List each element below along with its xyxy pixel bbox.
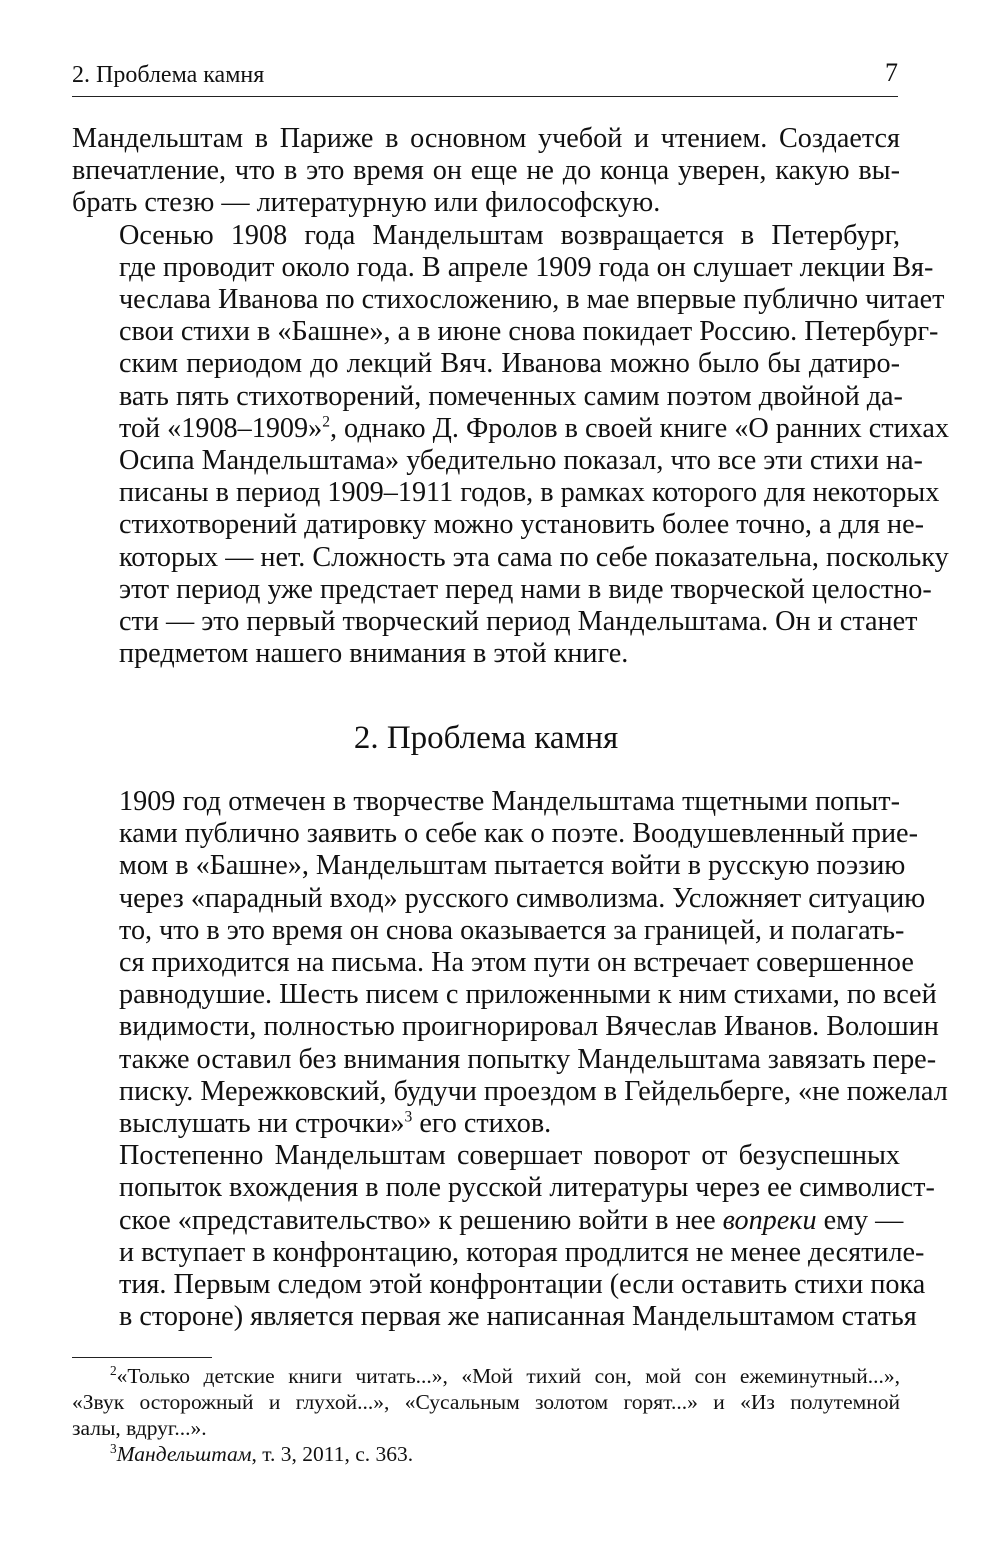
text-line: ками публично заявить о себе как о поэте. Воодушевленный прие- — [119, 818, 918, 850]
paragraph — [72, 1140, 935, 1333]
text-line: брать стезю — литературную или философскую. — [72, 187, 661, 219]
text-line — [72, 412, 950, 445]
footnote-line: залы, вдруг...». — [72, 1416, 207, 1440]
text-line: мом в «Башне», Мандельштам пытается войти в русскую поэзию — [119, 850, 906, 882]
emphasis-text: вопреки — [722, 1204, 817, 1236]
text-line: видимости, полностью проигнорировал Вячеслав Иванов. Волошин — [119, 1011, 939, 1043]
footnote-author: Мандельштам — [116, 1442, 252, 1466]
text-segment: выслушать ни строчки» — [119, 1108, 405, 1140]
section-heading: 2. Проблема камня — [353, 720, 619, 756]
body-text-bottom — [72, 786, 948, 1333]
paragraph — [72, 786, 948, 1140]
page-number: 7 — [885, 58, 898, 87]
footnote-ref-2[interactable]: 2 — [322, 413, 330, 431]
text-line: через «парадный вход» русского символизма. Усложняет ситуацию — [119, 882, 926, 914]
text-segment: ское «представительство» к решению войти в нее — [119, 1204, 723, 1236]
running-head-title: 2. Проблема камня — [72, 62, 265, 88]
text-segment: его стихов. — [412, 1108, 552, 1140]
text-line: ся приходится на письма. На этом пути он встречает совершенное — [119, 947, 914, 979]
footnote-ref-3[interactable]: 3 — [404, 1108, 413, 1126]
text-line: Осипа Мандельштама» убедительно показал, что все эти стихи на- — [119, 445, 923, 477]
footnote-3 — [72, 1441, 900, 1467]
footnote-marker: 3 — [110, 1440, 117, 1456]
footnote-citation: , т. 3, 2011, с. 363. — [251, 1442, 414, 1466]
text-line: то, что в это время он снова оказывается за границей, и полагать- — [119, 914, 905, 946]
text-segment: ему — — [816, 1204, 904, 1236]
text-line: этот период уже предстает перед нами в виде творческой целостно- — [119, 573, 932, 605]
text-line: стихотворений датировку можно установить более точно, а для не- — [119, 509, 924, 541]
footnote-marker: 2 — [110, 1362, 117, 1378]
text-line: Осенью 1908 года Мандельштам возвращается в Петербург, — [119, 219, 900, 251]
text-line: сти — это первый творческий период Мандельштама. Он и станет — [119, 606, 918, 638]
text-line: где проводит около года. В апреле 1909 года он слушает лекции Вя- — [119, 251, 934, 283]
text-line: ским периодом до лекций Вяч. Иванова можно было бы датиро- — [119, 348, 900, 380]
text-segment: той «1908–1909» — [119, 412, 323, 444]
text-line: 1909 год отмечен в творчестве Мандельштама тщетными попыт- — [119, 786, 900, 817]
text-line: в стороне) является первая же написанная Мандельштамом статья — [119, 1301, 917, 1333]
text-line: Постепенно Мандельштам совершает поворот от безуспешных — [119, 1140, 900, 1172]
running-head — [72, 52, 898, 97]
paragraph — [72, 123, 900, 220]
text-line: Мандельштам в Париже в основном учебой и чтением. Создается — [72, 123, 900, 154]
footnote-line — [72, 1363, 900, 1389]
text-line: и вступает в конфронтацию, которая продлится не менее десятиле- — [119, 1236, 925, 1268]
text-line: свои стихи в «Башне», а в июне снова покидает Россию. Петербург- — [119, 316, 939, 348]
paragraph — [72, 219, 950, 671]
text-line: писку. Мережковский, будучи проездом в Гейдельберге, «не пожелал — [119, 1075, 948, 1107]
text-line: чеслава Иванова по стихосложению, в мае впервые публично читает — [119, 284, 945, 316]
text-line: попыток вхождения в поле русской литературы через ее символист- — [119, 1172, 935, 1204]
text-line: также оставил без внимания попытку Мандельштама завязать пере- — [119, 1043, 937, 1075]
text-line: равнодушие. Шесть писем с приложенными к ним стихами, по всей — [119, 979, 937, 1011]
text-line: тия. Первым следом этой конфронтации (если оставить стихи пока — [119, 1269, 926, 1301]
text-line: предметом нашего внимания в этой книге. — [119, 638, 629, 670]
footnote-divider — [72, 1357, 212, 1358]
footnote-line: «Звук осторожный и глухой...», «Сусальным золотом горят...» и «Из полутемной — [72, 1390, 900, 1414]
footnotes — [72, 1363, 900, 1467]
text-segment: «Только детские книги читать...», «Мой тихий сон, мой сон ежеминутный...», — [116, 1364, 900, 1388]
text-line — [72, 1204, 904, 1237]
footnote-line — [72, 1441, 900, 1467]
text-line: писаны в период 1909–1911 годов, в рамках которого для некоторых — [119, 477, 940, 509]
text-line: впечатление, что в это время он еще не до конца уверен, какую вы- — [72, 155, 900, 187]
body-text-top — [72, 123, 950, 670]
text-line — [72, 1108, 900, 1140]
text-segment: , однако Д. Фролов в своей книге «О ранних стихах — [329, 412, 950, 444]
text-line: которых — нет. Сложность эта сама по себе показательна, поскольку — [119, 541, 949, 573]
text-line: вать пять стихотворений, помеченных самим поэтом двойной да- — [119, 380, 903, 412]
footnote-2 — [72, 1363, 900, 1441]
